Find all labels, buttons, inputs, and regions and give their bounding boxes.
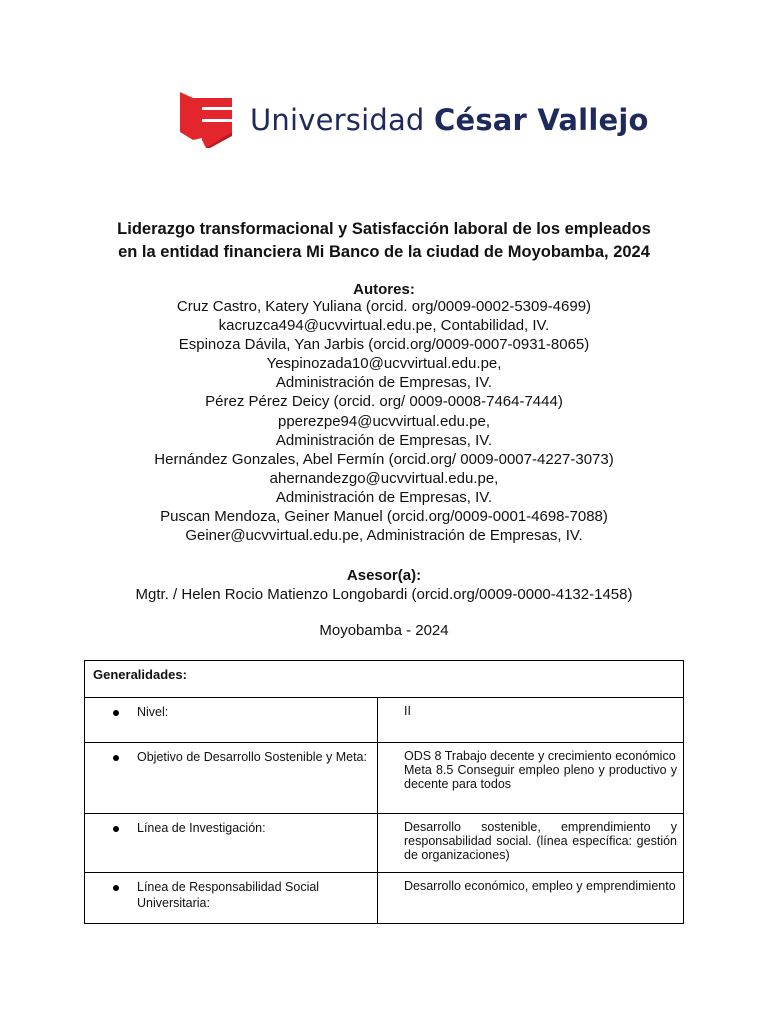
author-line: kacruzca494@ucvvirtual.edu.pe, Contabilidad, IV. (218, 317, 550, 335)
row-value: Desarrollo sostenible, emprendimiento y responsabilidad social. (línea específica: gestión de organizaciones) (404, 820, 677, 862)
title-line: en la entidad financiera Mi Banco de la ciudad de Moyobamba, 2024 (118, 243, 650, 261)
row-value: Meta 8.5 Conseguir empleo pleno y productivo y decente para todos (404, 763, 677, 791)
table-row (85, 743, 684, 814)
advisor-name: Mgtr. / Helen Rocio Matienzo Longobardi (orcid.org/0009-0000-4132-1458) (135, 586, 633, 603)
authors-list (0, 297, 768, 545)
table-row (85, 873, 684, 924)
university-logo (180, 92, 649, 148)
advisor-heading: Asesor(a): (346, 567, 422, 584)
authors-heading: Autores: (353, 281, 415, 298)
author-line: Geiner@ucvvirtual.edu.pe, Administración de Empresas, IV. (185, 527, 583, 545)
row-label: Nivel: (137, 705, 169, 719)
author-line: Espinoza Dávila, Yan Jarbis (orcid.org/0009-0007-0931-8065) (178, 336, 590, 354)
title-line: Liderazgo transformacional y Satisfacción laboral de los empleados (117, 220, 651, 238)
bullet-icon (113, 826, 119, 832)
bullet-icon (113, 710, 119, 716)
table-value-cell (378, 743, 684, 814)
author-line: Yespinozada10@ucvvirtual.edu.pe, (266, 355, 502, 373)
table-header-row (85, 661, 684, 698)
author-line: Hernández Gonzales, Abel Fermín (orcid.org/ 0009-0007-4227-3073) (154, 450, 614, 468)
university-shield-icon (180, 92, 232, 148)
table-heading: Generalidades: (85, 661, 684, 698)
bullet-icon (113, 885, 119, 891)
table-value-cell (378, 698, 684, 743)
generalities-table (84, 660, 684, 924)
table-label-cell (85, 814, 378, 873)
author-line: Administración de Empresas, IV. (275, 374, 493, 392)
author-line: Administración de Empresas, IV. (275, 431, 493, 449)
row-label: Objetivo de Desarrollo Sostenible y Meta: (137, 750, 367, 764)
table-label-cell (85, 743, 378, 814)
author-line: pperezpe94@ucvvirtual.edu.pe, (277, 412, 491, 430)
author-line: Puscan Mendoza, Geiner Manuel (orcid.org/0009-0001-4698-7088) (160, 508, 608, 526)
university-name (250, 103, 649, 137)
university-name-light: Universidad (250, 103, 434, 137)
row-label: Línea de Investigación: (137, 821, 266, 835)
table-row (85, 698, 684, 743)
author-line: ahernandezgo@ucvvirtual.edu.pe, (269, 469, 499, 487)
document-title (60, 218, 708, 264)
author-line: Pérez Pérez Deicy (orcid. org/ 0009-0008-7464-7444) (205, 393, 563, 411)
table-label-cell (85, 698, 378, 743)
university-name-bold: César Vallejo (433, 103, 649, 137)
table-value-cell (378, 814, 684, 873)
place-date: Moyobamba - 2024 (319, 622, 449, 639)
table-label-cell (85, 873, 378, 924)
author-line: Administración de Empresas, IV. (275, 488, 493, 506)
table-value-cell (378, 873, 684, 924)
table-row (85, 814, 684, 873)
row-value: Desarrollo económico, empleo y emprendimiento (404, 879, 676, 893)
row-value: II (404, 704, 411, 718)
author-line: Cruz Castro, Katery Yuliana (orcid. org/0009-0002-5309-4699) (176, 298, 592, 315)
row-value: ODS 8 Trabajo decente y crecimiento económico (404, 749, 676, 763)
row-label: Línea de Responsabilidad Social Universitaria: (137, 880, 320, 910)
bullet-icon (113, 755, 119, 761)
